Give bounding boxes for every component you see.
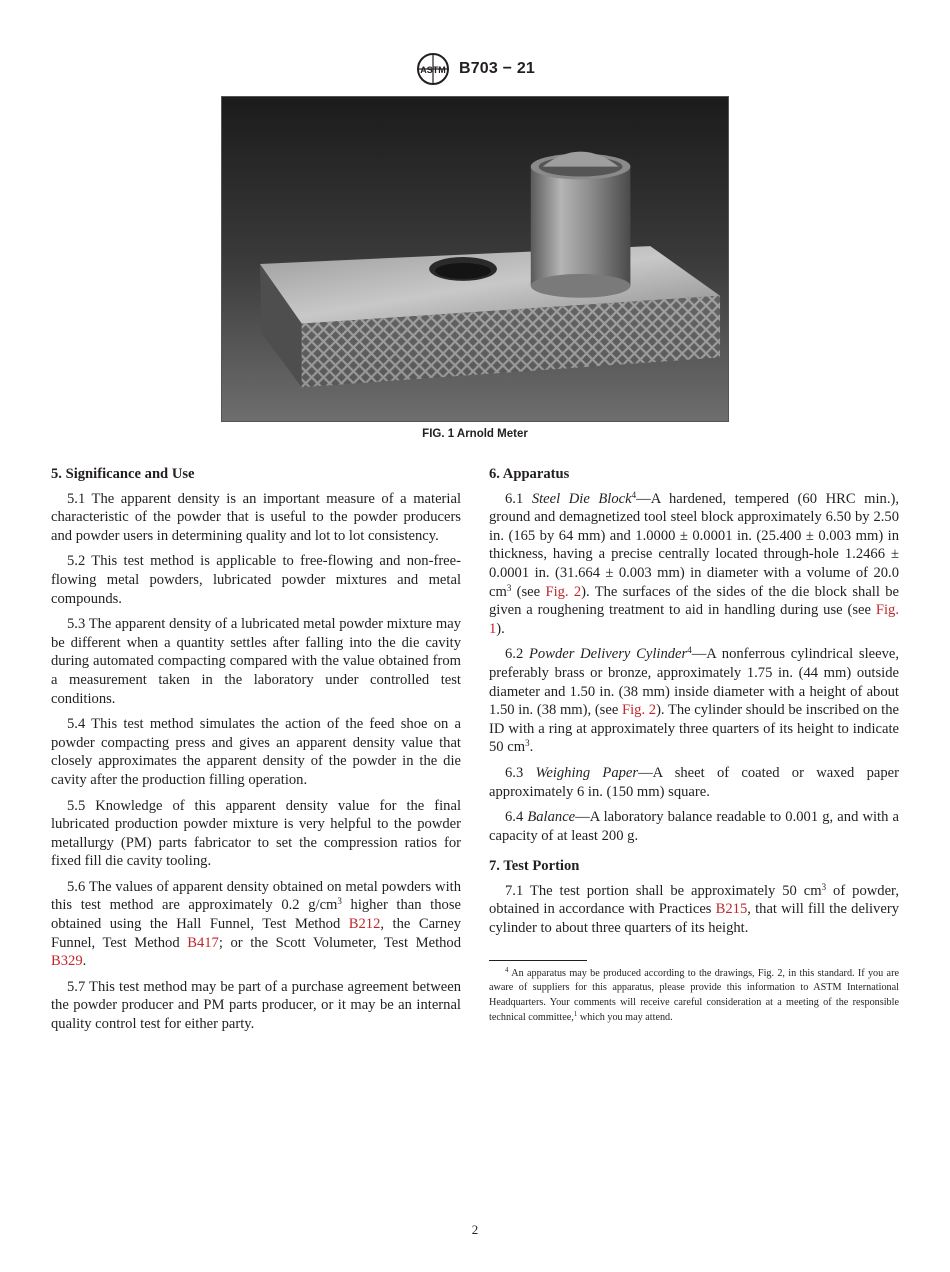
- paragraph-5-7: 5.7 This test method may be part of a purchase agreement between the powder producer and PM parts producer, or it may be an internal quality control test for either party.: [51, 978, 461, 1033]
- link-b215[interactable]: B215: [715, 901, 748, 918]
- footnote-divider: [489, 960, 587, 961]
- paragraph-6-1: [489, 490, 899, 639]
- paragraph-6-4: [489, 808, 899, 845]
- footnote-marker[interactable]: 4: [687, 645, 692, 656]
- section-5-heading: 5. Significance and Use: [51, 466, 195, 482]
- text-run: 6.2: [505, 646, 529, 663]
- text-run: An apparatus may be produced according to the drawings, Fig. 2, in this standard. If you are aware of suppliers for this apparatus, please provide this information to ASTM International Headquarters. Your comments will receive careful consideration at a meeting of the responsible technical committee,: [489, 967, 899, 1024]
- footnote-number: 4: [505, 965, 509, 974]
- text-run: 6.4: [505, 809, 528, 826]
- footnote-marker[interactable]: 1: [573, 1010, 578, 1019]
- page-header: [0, 52, 950, 86]
- figure-1-photo: [221, 96, 729, 422]
- page-number: 2: [471, 1222, 479, 1237]
- term-weighing-paper: Weighing Paper: [535, 764, 639, 781]
- superscript: 3: [525, 738, 530, 749]
- text-run: , that will fill the delivery cylinder to about three quarters of its height.: [489, 901, 899, 937]
- superscript: 3: [821, 881, 827, 892]
- superscript: 3: [337, 896, 342, 907]
- text-run: ; or the Scott Volumeter, Test Method: [218, 934, 462, 951]
- paragraph-6-2: [489, 645, 899, 757]
- text-run: —A nonferrous cylindrical sleeve, preferably brass or bronze, approximately 1.75 in. (44 mm) outside diameter and 1.50 in. (38 mm) inside diameter with a height of about 1.50 in. (38 mm), (see: [489, 646, 899, 719]
- link-fig-2[interactable]: Fig. 2: [545, 583, 582, 600]
- text-run: 6.3: [505, 764, 536, 781]
- link-fig-1[interactable]: Fig. 1: [489, 602, 899, 637]
- footnote-4: [489, 967, 899, 1026]
- text-run: higher than those obtained using the Hall Funnel, Test Method: [51, 897, 461, 933]
- footnote-marker[interactable]: 4: [631, 489, 637, 500]
- paragraph-5-4: 5.4 This test method simulates the action of the feed shoe on a powder compacting press and gives an apparent density value that closely approximates the apparent density of the powder in the die cavity after the production filling operation.: [51, 716, 461, 788]
- arnold-meter-illustration: [222, 97, 728, 421]
- link-b417[interactable]: B417: [187, 934, 219, 951]
- text-run: , the Carney Funnel, Test Method: [51, 916, 461, 951]
- text-run: 7.1 The test portion shall be approximately 50 cm: [505, 882, 822, 899]
- paragraph-5-1: 5.1 The apparent density is an important measure of a material characteristic of the powder that is useful to the powder producers and powder users in determining quality and lot to lot consistency.: [51, 490, 461, 544]
- document-id: B703 − 21: [458, 60, 536, 77]
- figure-caption: FIG. 1 Arnold Meter: [422, 428, 528, 440]
- text-run: 6.1: [505, 490, 532, 507]
- text-run: ). The surfaces of the sides of the die block shall be given a roughening treatment to aid in handling during use (see: [489, 583, 899, 619]
- link-b212[interactable]: B212: [348, 916, 381, 933]
- paragraph-5-5: 5.5 Knowledge of this apparent density value for the final lubricated production powder mixture is very helpful to the powder metallurgy (PM) parts fabricator to set the compression ratios for fixed fill die cavity tooling.: [51, 797, 461, 870]
- astm-logo-icon: [415, 52, 451, 86]
- paragraph-5-6: [51, 878, 461, 971]
- right-column: [489, 462, 899, 1033]
- text-run: .: [82, 953, 87, 970]
- text-run: .: [529, 739, 534, 756]
- term-powder-delivery-cylinder: Powder Delivery Cylinder: [529, 646, 688, 663]
- text-run: which you may attend.: [577, 1012, 673, 1024]
- paragraph-7-1: [489, 882, 899, 938]
- link-fig-2[interactable]: Fig. 2: [621, 702, 657, 719]
- paragraph-6-3: [489, 764, 899, 801]
- term-steel-die-block: Steel Die Block: [531, 490, 632, 507]
- text-run: —A laboratory balance readable to 0.001 g, and with a capacity of at least 200 g.: [489, 809, 899, 844]
- text-run: of powder, obtained in accordance with Practices: [489, 882, 899, 918]
- left-column: [51, 462, 461, 1041]
- term-balance: Balance: [527, 809, 576, 826]
- paragraph-5-3: 5.3 The apparent density of a lubricated metal powder mixture may be different when a quantity settles after falling into the die cavity during automated compacting compared with the value obtained from a measurement taken in the laboratory under controlled test conditions.: [51, 616, 461, 707]
- logo-text: ASTM: [420, 65, 446, 75]
- text-run: (see: [511, 583, 546, 600]
- text-run: 5.6 The values of apparent density obtained on metal powders with this test method are approximately 0.2 g/cm: [51, 878, 461, 914]
- section-6-heading: 6. Apparatus: [489, 466, 570, 482]
- text-run: —A hardened, tempered (60 HRC min.), ground and demagnetized tool steel block approximately 6.50 by 2.50 in. (165 by 64 mm) and 1.0000 ± 0.0001 in. (25.400 ± 0.003 mm) in thickness, having a precise centrally located through-hole 1.2466 ± 0.0001 in. (31.664 ± 0.003 mm) in diameter with a volume of 20.0 cm: [489, 490, 900, 600]
- text-run: —A sheet of coated or waxed paper approximately 6 in. (150 mm) square.: [489, 764, 900, 800]
- superscript: 3: [506, 582, 512, 593]
- text-run: ).: [496, 620, 505, 637]
- text-run: ). The cylinder should be inscribed on the ID with a ring at approximately three quarters of its height to indicate 50 cm: [489, 702, 900, 756]
- paragraph-5-2: 5.2 This test method is applicable to free-flowing and non-free-flowing metal powders, lubricated powder mixtures and metal compounds.: [51, 553, 461, 607]
- link-b329[interactable]: B329: [51, 953, 83, 970]
- section-7-heading: 7. Test Portion: [489, 858, 580, 875]
